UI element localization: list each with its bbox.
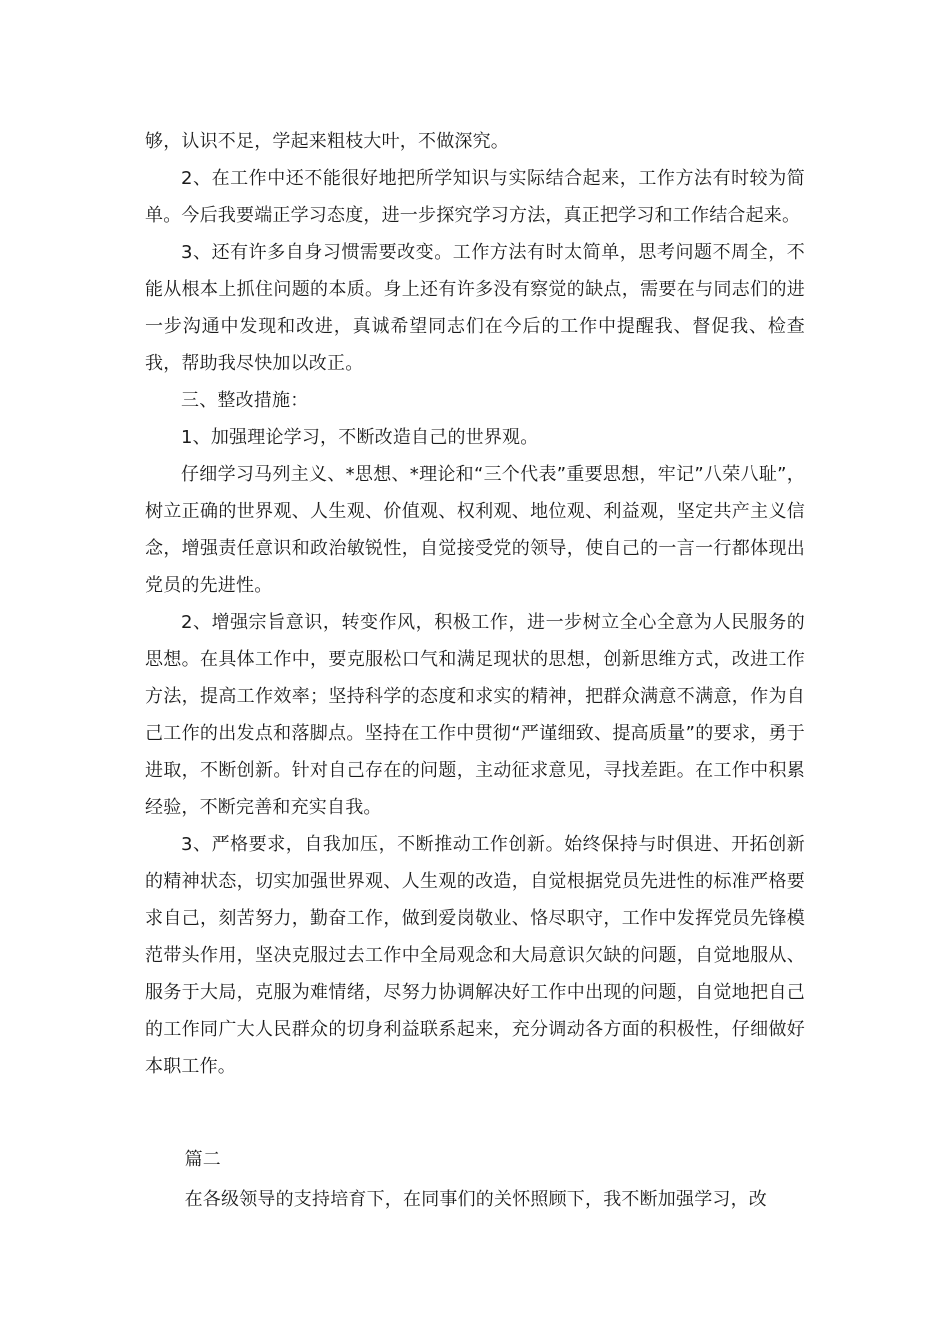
paragraph-point-3: 3、还有许多自身习惯需要改变。工作方法有时太简单，思考问题不周全，不能从根本上抓住问题的本质。身上还有许多没有察觉的缺点，需要在与同志们的进一步沟通中发现和改进，真诚希望同志们在今后的工作中提醒我、督促我、检查我，帮助我尽快加以改正。 [145, 242, 805, 374]
measure-1-title: 1、加强理论学习，不断改造自己的世界观。 [181, 427, 539, 448]
measure-2-body: 2、增强宗旨意识，转变作风，积极工作，进一步树立全心全意为人民服务的思想。在具体工作中，要克服松口气和满足现状的思想，创新思维方式，改进工作方法，提高工作效率；坚持科学的态度和求实的精神，把群众满意不满意，作为自己工作的出发点和落脚点。坚持在工作中贯彻“严谨细致、提高质量”的要求，勇于进取，不断创新。针对自己存在的问题，主动征求意见，寻找差距。在工作中积累经验，不断完善和充实自我。 [145, 612, 805, 818]
section-two-first-paragraph: 在各级领导的支持培育下，在同事们的关怀照顾下，我不断加强学习，改 [184, 1189, 767, 1210]
section-one-body [145, 123, 805, 1085]
measure-3-body: 3、严格要求，自我加压，不断推动工作创新。始终保持与时俱进、开拓创新的精神状态，切实加强世界观、人生观的改造，自觉根据党员先进性的标准严格要求自己，刻苦努力，勤奋工作，做到爱岗敬业、恪尽职守，工作中发挥党员先锋模范带头作用，坚决克服过去工作中全局观念和大局意识欠缺的问题，自觉地服从、服务于大局，克服为难情绪，尽努力协调解决好工作中出现的问题，自觉地把自己的工作同广大人民群众的切身利益联系起来，充分调动各方面的积极性，仔细做好本职工作。 [145, 834, 805, 1077]
measure-1-body: 仔细学习马列主义、*思想、*理论和“三个代表”重要思想，牢记”八荣八耻”，树立正确的世界观、人生观、价值观、权利观、地位观、利益观，坚定共产主义信念，增强责任意识和政治敏锐性，自觉接受党的领导，使自己的一言一行都体现出党员的先进性。 [145, 464, 805, 596]
heading-rectification-measures: 三、整改措施： [181, 390, 309, 411]
paragraph-point-2: 2、在工作中还不能很好地把所学知识与实际结合起来，工作方法有时较为简单。今后我要端正学习态度，进一步探究学习方法，真正把学习和工作结合起来。 [145, 168, 805, 226]
section-two-heading: 篇二 [184, 1149, 221, 1170]
section-two [145, 1141, 805, 1218]
paragraph-continuation: 够，认识不足，学起来粗枝大叶，不做深究。 [145, 131, 509, 152]
